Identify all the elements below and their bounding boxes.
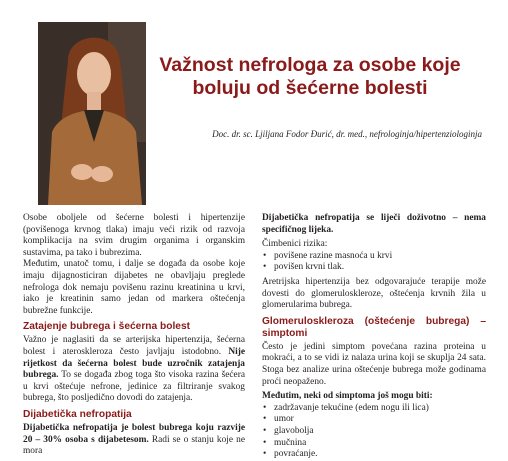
author-byline: Doc. dr. sc. Ljiljana Fodor Đurić, dr. med., nefrologinja/hipertenziologinja (212, 129, 482, 139)
author-photo (38, 22, 146, 205)
risk-factors-label: Čimbenici rizika: (262, 239, 328, 250)
list-item: • zadržavanje tekućine (edem nogu ili lica) (271, 403, 486, 415)
list-item: • mučnina (271, 438, 486, 450)
paragraph-nefropatija: Dijabetička nefropatija je bolest bubrega koju razvije 20 – 30% osoba s dijabetesom. Radi se o stanju koje ne mora (23, 422, 245, 457)
paragraph-zatajenje: Važno je naglasiti da se arterijska hipertenzija, šećerna bolest i ateroskleroza često javljaju istodobno. Nije rijetkost da šećerna bolest bude uzročnik zatajenja bubrega. To se događa zbog toga što visoka razina šećera u krvi oštećuje nefrone, jedinice za filtriranje svakog bubrega, što posljedično dovodi do zatajenja. (23, 335, 245, 404)
article-title (150, 54, 470, 100)
list-item: • povišen krvni tlak. (271, 262, 486, 274)
paragraph-simptom: Često je jedini simptom povećana razina proteina u mokraći, a to se vidi iz nalaza urina koji se skuplja 24 sata. Stoga bez analize urina oštećenje bubrega može godinama proći neopaženo. (262, 341, 486, 387)
right-column (262, 213, 486, 461)
left-column (23, 213, 245, 458)
title-line-1: Važnost nefrologa za osobe koje (159, 54, 461, 76)
paragraph-medutim: Međutim, unatoč tomu, i dalje se događa da osobe koje imaju dijagnosticiran dijabetes ne obavljaju preglede nefrologa dok nemaju povišenu razinu kreatinina u krvi, iako je kreatinin samo jedan od markera oštećenja bubrežne funkcije. (23, 259, 245, 316)
list-item: • povišene razine masnoća u krvi (271, 251, 486, 263)
heading-zatajenje: Zatajenje bubrega i šećerna bolest (23, 321, 191, 333)
heading-glomeruloskleroza: Glomeruloskleroza (oštećenje bubrega) – simptomi (262, 315, 486, 339)
list-item: • povraćanje. (271, 449, 486, 461)
symptoms-list (262, 403, 486, 461)
heading-nefropatija: Dijabetička nefropatija (23, 408, 132, 420)
paragraph-hipertenzija: Aretrijska hipertenzija bez odgovarajuće terapije može dovesti do glomeruloskleroze, oštećenja krvnih žila u glomerularima bubrega. (262, 276, 486, 311)
list-item: • glavobolja (271, 426, 486, 438)
symptoms-label: Međutim, neki od simptoma još mogu biti: (262, 391, 433, 402)
title-line-2: boluju od šećerne bolesti (192, 77, 428, 99)
risk-factors-list (262, 251, 486, 274)
paragraph-intro: Osobe oboljele od šećerne bolesti i hipertenzije (povišenoga krvnog tlaka) imaju veći rizik od razvoja komplikacija na svim drugim organima i organskim sustavima, pa tako i bubrezima. (23, 213, 245, 258)
paragraph-lijecenje: Dijabetička nefropatija se liječi doživotno – nema specifičnog lijeka. (262, 213, 486, 235)
list-item: • umor (271, 414, 486, 426)
